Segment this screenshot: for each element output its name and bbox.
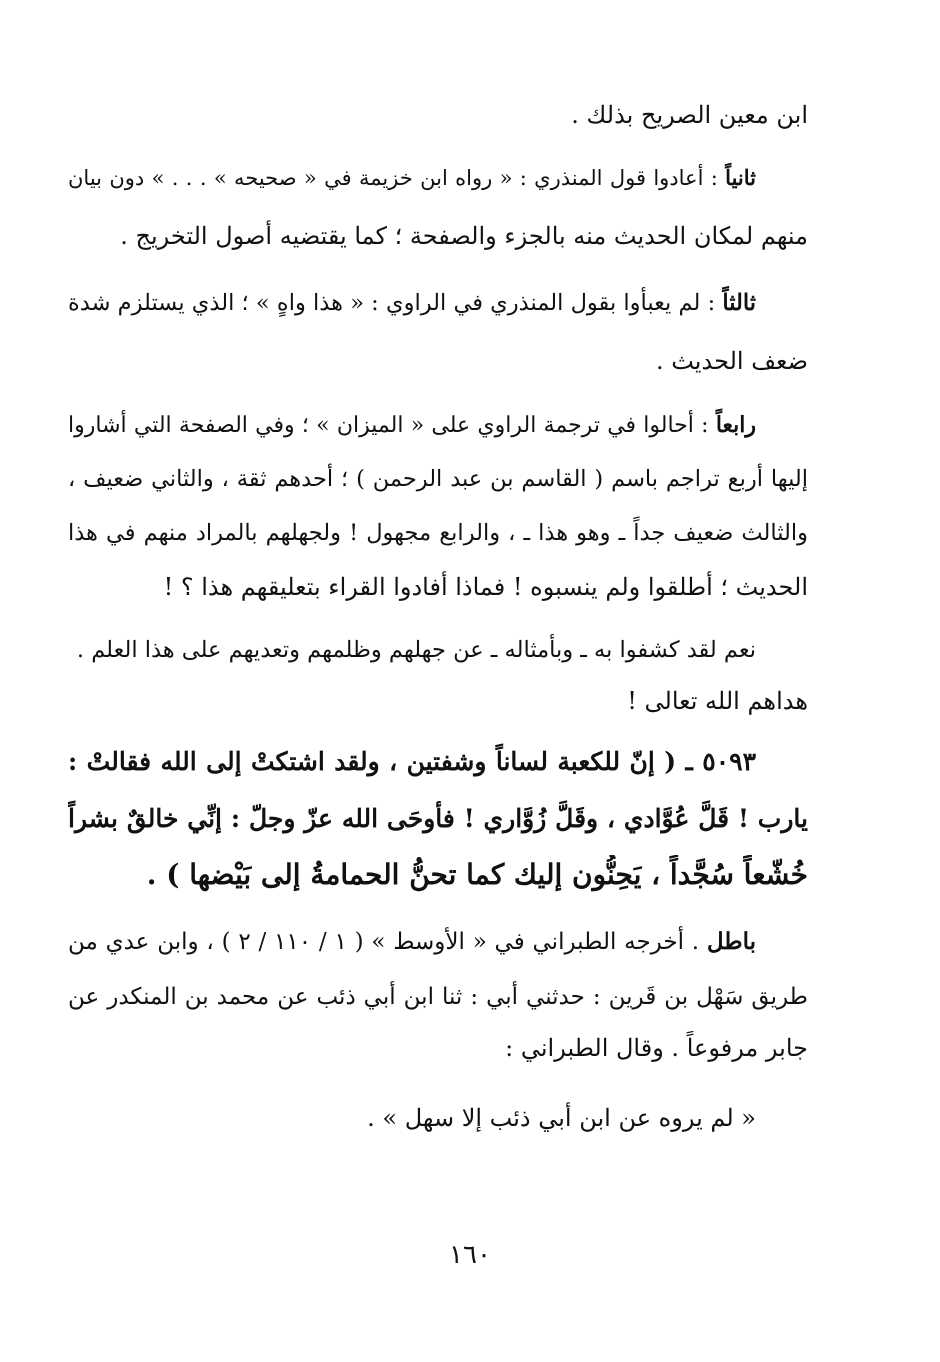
text-line xyxy=(68,408,808,443)
text-line: منهم لمكان الحديث منه بالجزء والصفحة ؛ كما يقتضيه أصول التخريج . xyxy=(120,222,808,250)
text-line: نعم لقد كشفوا به ـ وبأمثاله ـ عن جهلهم وظلمهم وتعديهم على هذا العلم . xyxy=(76,637,756,663)
text-line xyxy=(68,286,808,320)
text-line: هداهم الله تعالى ! xyxy=(627,687,808,715)
text-line: والثالث ضعيف جداً ـ وهو هذا ـ ، والرابع مجهول ! ولجهلهم بالمراد منهم في هذا xyxy=(68,520,808,546)
text-line: إليها أربع تراجم باسم ( القاسم بن عبد الرحمن ) ؛ أحدهم ثقة ، والثاني ضعيف ، xyxy=(68,466,808,492)
line-text: . أخرجه الطبراني في « الأوسط » ( ١ / ١١٠ / ٢ ) ، وابن عدي من xyxy=(68,929,707,955)
text-line: جابر مرفوعاً . وقال الطبراني : xyxy=(505,1034,808,1062)
quote-line: « لم يروه عن ابن أبي ذئب إلا سهل » . xyxy=(367,1104,756,1132)
text-line: ابن معين الصريح بذلك . xyxy=(571,101,808,129)
text-line: ضعف الحديث . xyxy=(655,347,808,375)
hadith-line: ٥٠٩٣ ـ ( إنّ للكعبة لساناً وشفتين ، ولقد اشتكتْ إلى الله فقالتْ : xyxy=(68,747,756,776)
line-text: : لم يعبأوا بقول المنذري في الراوي : « هذا واهٍ » ؛ الذي يستلزم شدة xyxy=(68,290,723,316)
text-line: الحديث ؛ أطلقوا ولم ينسبوه ! فماذا أفادوا القراء بتعليقهم هذا ؟ ! xyxy=(163,573,808,601)
page-body xyxy=(68,88,808,1288)
paragraph-lead: ثانياً xyxy=(725,165,756,190)
text-line xyxy=(68,925,808,959)
page-number: ١٦٠ xyxy=(449,1240,491,1270)
hadith-line: يارب ! قَلَّ عُوَّادي ، وقَلَّ زُوَّاري ! فأوحَى الله عزّ وجلّ : إنِّي خالقٌ بشراً xyxy=(68,804,808,833)
text-line: طريق سَهْل بن قَرين : حدثني أبي : ثنا ابن أبي ذئب عن محمد بن المنكدر عن xyxy=(68,984,808,1010)
paragraph-lead: ثالثاً xyxy=(722,290,756,316)
text-line xyxy=(68,161,808,195)
line-text: : أعادوا قول المنذري : « رواه ابن خزيمة في « صحيحه » . . . » دون بيان xyxy=(68,166,726,190)
paragraph-lead: رابعاً xyxy=(715,412,756,438)
hadith-line: خُشّعاً سُجَّداً ، يَحِنُّون إليك كما تحنُّ الحمامةُ إلى بَيْضها ) . xyxy=(146,858,808,891)
line-text: : أحالوا في ترجمة الراوي على « الميزان » ؛ وفي الصفحة التي أشاروا xyxy=(68,413,716,438)
paragraph-lead: باطل xyxy=(706,928,757,955)
